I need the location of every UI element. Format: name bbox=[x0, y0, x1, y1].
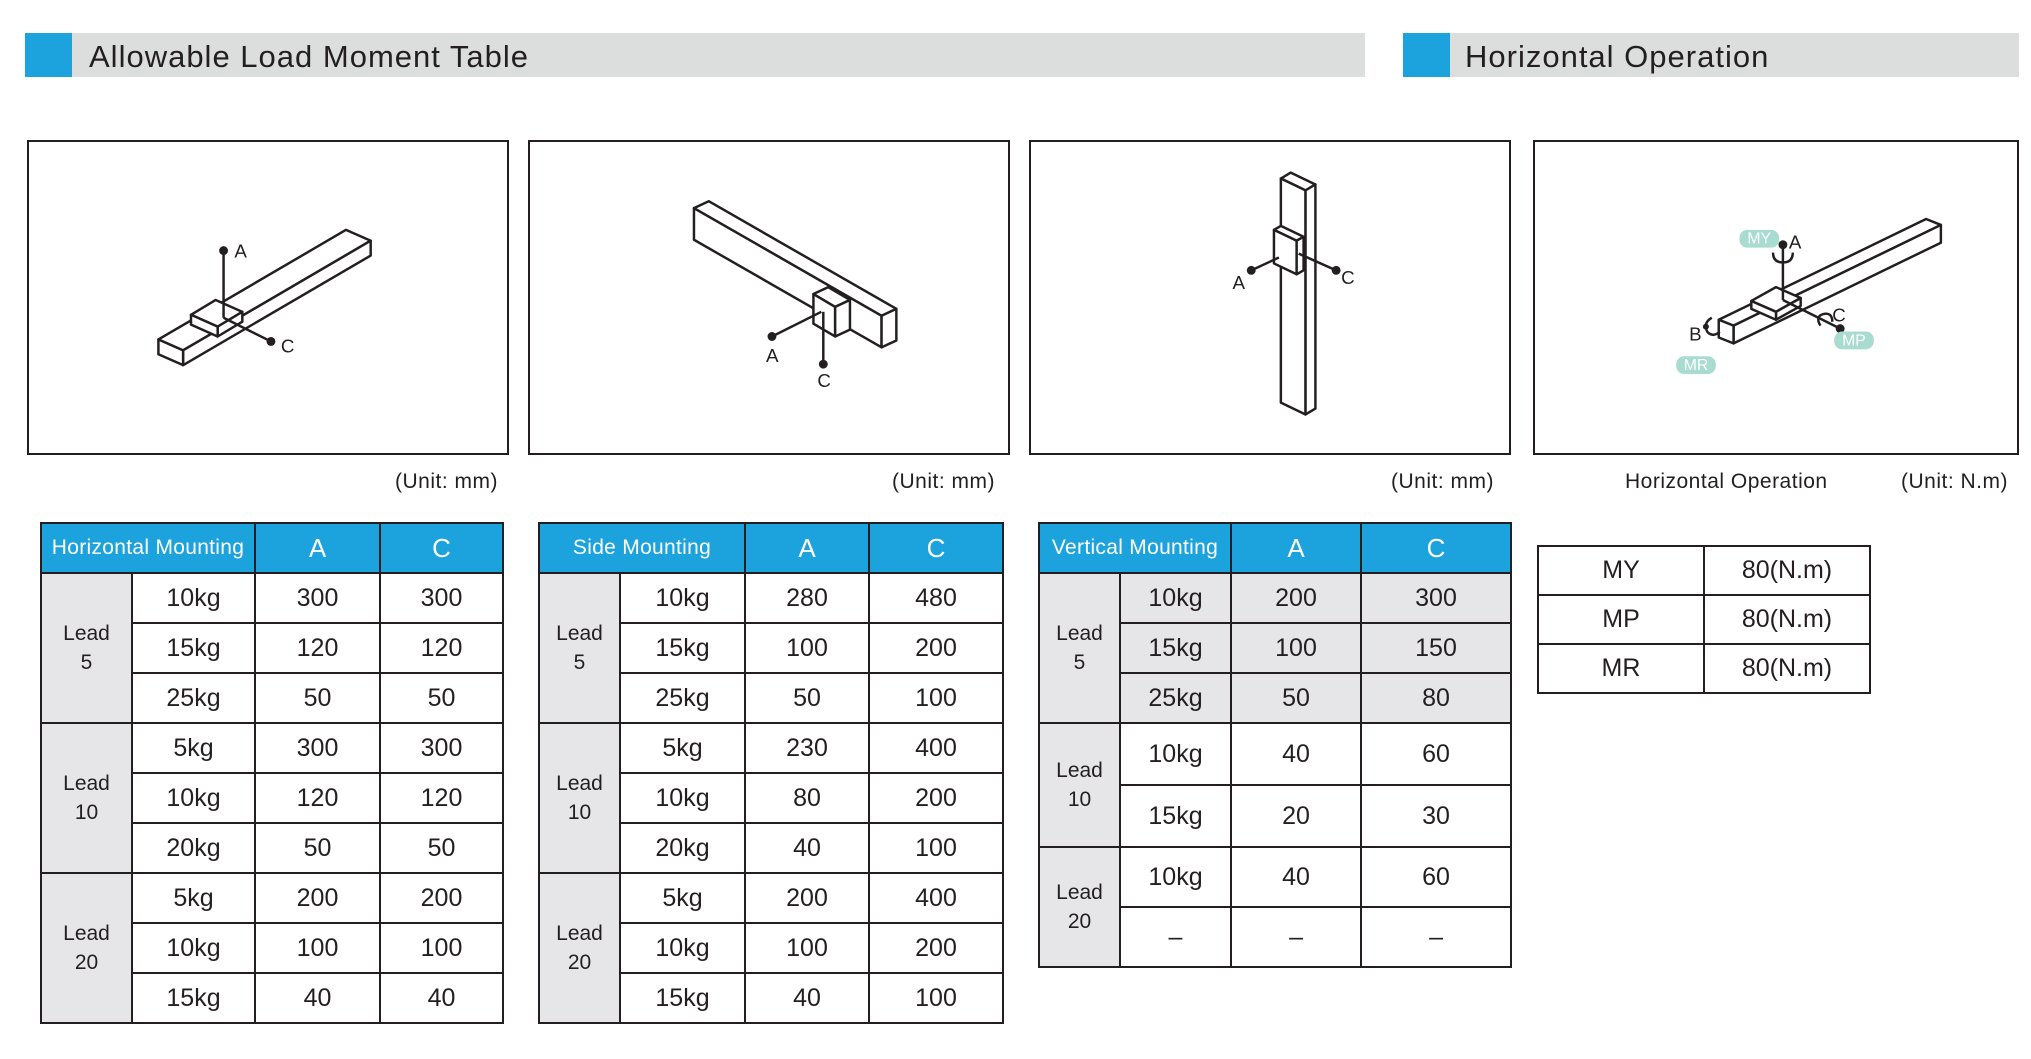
value-a-cell: 50 bbox=[255, 823, 380, 873]
value-a-cell: 100 bbox=[1231, 623, 1361, 673]
label-c: C bbox=[817, 369, 831, 391]
lead-cell: Lead 10 bbox=[41, 723, 132, 873]
value-a-cell: 100 bbox=[745, 923, 869, 973]
value-a-cell: 200 bbox=[255, 873, 380, 923]
header-accent-square bbox=[25, 33, 72, 77]
value-c-cell: 400 bbox=[869, 723, 1003, 773]
label-a: A bbox=[766, 345, 779, 367]
horizontal-mounting-table bbox=[40, 522, 504, 1024]
value-a-cell: 50 bbox=[255, 673, 380, 723]
horizontal-operation-illustration bbox=[1535, 142, 2017, 453]
value-c-cell: 60 bbox=[1361, 847, 1511, 907]
value-c-cell: 50 bbox=[380, 673, 503, 723]
value-a-cell: 40 bbox=[745, 823, 869, 873]
column-header-c: C bbox=[1361, 523, 1511, 573]
value-a-cell: 100 bbox=[745, 623, 869, 673]
load-cell: 25kg bbox=[1120, 673, 1231, 723]
value-a-cell: 200 bbox=[1231, 573, 1361, 623]
load-cell: 15kg bbox=[132, 973, 255, 1023]
lead-cell: Lead 20 bbox=[1039, 847, 1120, 967]
value-c-cell: 200 bbox=[869, 773, 1003, 823]
table-title: Vertical Mounting bbox=[1039, 523, 1231, 573]
moment-table bbox=[1537, 545, 1871, 694]
load-cell: 15kg bbox=[1120, 785, 1231, 847]
moment-name-cell: MR bbox=[1538, 644, 1704, 693]
load-cell: 5kg bbox=[620, 873, 745, 923]
moment-value-cell: 80(N.m) bbox=[1704, 595, 1870, 644]
value-c-cell: 480 bbox=[869, 573, 1003, 623]
label-a: A bbox=[1788, 231, 1802, 253]
unit-caption-side: (Unit: mm) bbox=[892, 470, 995, 493]
value-c-cell: – bbox=[1361, 907, 1511, 967]
value-a-cell: 230 bbox=[745, 723, 869, 773]
value-c-cell: 400 bbox=[869, 873, 1003, 923]
value-a-cell: 200 bbox=[745, 873, 869, 923]
lead-cell: Lead 20 bbox=[539, 873, 620, 1023]
diagram-horizontal-operation bbox=[1533, 140, 2019, 455]
load-cell: 10kg bbox=[132, 573, 255, 623]
value-c-cell: 40 bbox=[380, 973, 503, 1023]
vertical-mounting-table bbox=[1038, 522, 1512, 968]
value-c-cell: 50 bbox=[380, 823, 503, 873]
value-c-cell: 30 bbox=[1361, 785, 1511, 847]
value-c-cell: 120 bbox=[380, 773, 503, 823]
tag-mp-text: MP bbox=[1842, 332, 1866, 350]
moment-value-cell: 80(N.m) bbox=[1704, 644, 1870, 693]
load-cell: 5kg bbox=[620, 723, 745, 773]
lead-cell: Lead 5 bbox=[41, 573, 132, 723]
load-cell: 5kg bbox=[132, 723, 255, 773]
value-a-cell: 40 bbox=[255, 973, 380, 1023]
load-cell: 25kg bbox=[620, 673, 745, 723]
label-c: C bbox=[280, 335, 295, 357]
load-cell: 25kg bbox=[132, 673, 255, 723]
load-cell: 15kg bbox=[620, 973, 745, 1023]
header-accent-square bbox=[1403, 33, 1450, 77]
load-cell: 10kg bbox=[1120, 847, 1231, 907]
value-a-cell: 300 bbox=[255, 573, 380, 623]
load-cell: 15kg bbox=[1120, 623, 1231, 673]
value-c-cell: 100 bbox=[869, 673, 1003, 723]
unit-caption-horizontal: (Unit: mm) bbox=[395, 470, 498, 493]
tag-mr-text: MR bbox=[1683, 357, 1709, 375]
label-a: A bbox=[234, 240, 247, 262]
section-title: Horizontal Operation bbox=[1465, 39, 1770, 74]
load-cell: 15kg bbox=[132, 623, 255, 673]
load-cell: 10kg bbox=[1120, 723, 1231, 785]
diagram-horizontal-mounting bbox=[27, 140, 509, 455]
load-cell: 10kg bbox=[620, 923, 745, 973]
value-a-cell: 80 bbox=[745, 773, 869, 823]
value-a-cell: 40 bbox=[745, 973, 869, 1023]
label-b: B bbox=[1689, 323, 1702, 345]
load-cell: 5kg bbox=[132, 873, 255, 923]
value-c-cell: 100 bbox=[869, 823, 1003, 873]
value-a-cell: 50 bbox=[745, 673, 869, 723]
label-a: A bbox=[1232, 272, 1245, 294]
value-a-cell: 280 bbox=[745, 573, 869, 623]
lead-cell: Lead 5 bbox=[539, 573, 620, 723]
value-c-cell: 80 bbox=[1361, 673, 1511, 723]
value-c-cell: 200 bbox=[869, 623, 1003, 673]
lead-cell: Lead 10 bbox=[1039, 723, 1120, 847]
horizontal-mounting-illustration bbox=[29, 142, 507, 453]
column-header-c: C bbox=[380, 523, 503, 573]
value-a-cell: 120 bbox=[255, 773, 380, 823]
load-cell: 10kg bbox=[620, 573, 745, 623]
label-c: C bbox=[1341, 267, 1355, 289]
value-a-cell: – bbox=[1231, 907, 1361, 967]
section-header-horizontal-operation bbox=[1403, 33, 2019, 77]
label-c: C bbox=[1832, 304, 1846, 326]
value-c-cell: 150 bbox=[1361, 623, 1511, 673]
value-c-cell: 100 bbox=[869, 973, 1003, 1023]
section-title: Allowable Load Moment Table bbox=[89, 39, 530, 74]
moment-value-cell: 80(N.m) bbox=[1704, 546, 1870, 595]
load-cell: 10kg bbox=[132, 773, 255, 823]
load-cell: 10kg bbox=[132, 923, 255, 973]
value-a-cell: 120 bbox=[255, 623, 380, 673]
column-header-c: C bbox=[869, 523, 1003, 573]
value-a-cell: 40 bbox=[1231, 723, 1361, 785]
moment-name-cell: MY bbox=[1538, 546, 1704, 595]
load-cell: 20kg bbox=[132, 823, 255, 873]
value-c-cell: 100 bbox=[380, 923, 503, 973]
load-cell: – bbox=[1120, 907, 1231, 967]
side-mounting-table bbox=[538, 522, 1004, 1024]
moment-name-cell: MP bbox=[1538, 595, 1704, 644]
lead-cell: Lead 20 bbox=[41, 873, 132, 1023]
value-c-cell: 300 bbox=[380, 723, 503, 773]
value-c-cell: 200 bbox=[380, 873, 503, 923]
unit-caption-nm: (Unit: N.m) bbox=[1901, 470, 2008, 493]
column-header-a: A bbox=[255, 523, 380, 573]
column-header-a: A bbox=[745, 523, 869, 573]
value-a-cell: 20 bbox=[1231, 785, 1361, 847]
value-c-cell: 120 bbox=[380, 623, 503, 673]
load-cell: 10kg bbox=[620, 773, 745, 823]
value-a-cell: 40 bbox=[1231, 847, 1361, 907]
value-c-cell: 300 bbox=[380, 573, 503, 623]
table-title: Horizontal Mounting bbox=[41, 523, 255, 573]
horizontal-operation-caption: Horizontal Operation bbox=[1625, 470, 1828, 493]
lead-cell: Lead 10 bbox=[539, 723, 620, 873]
vertical-mounting-illustration bbox=[1031, 142, 1509, 453]
value-a-cell: 300 bbox=[255, 723, 380, 773]
table-title: Side Mounting bbox=[539, 523, 745, 573]
value-c-cell: 200 bbox=[869, 923, 1003, 973]
load-cell: 10kg bbox=[1120, 573, 1231, 623]
section-header-load-moment bbox=[25, 33, 1365, 77]
load-cell: 20kg bbox=[620, 823, 745, 873]
diagram-vertical-mounting bbox=[1029, 140, 1511, 455]
unit-caption-vertical: (Unit: mm) bbox=[1391, 470, 1494, 493]
tag-my-text: MY bbox=[1747, 230, 1772, 248]
load-cell: 15kg bbox=[620, 623, 745, 673]
value-c-cell: 300 bbox=[1361, 573, 1511, 623]
column-header-a: A bbox=[1231, 523, 1361, 573]
lead-cell: Lead 5 bbox=[1039, 573, 1120, 723]
value-c-cell: 60 bbox=[1361, 723, 1511, 785]
side-mounting-illustration bbox=[530, 142, 1008, 453]
value-a-cell: 50 bbox=[1231, 673, 1361, 723]
diagram-side-mounting bbox=[528, 140, 1010, 455]
value-a-cell: 100 bbox=[255, 923, 380, 973]
